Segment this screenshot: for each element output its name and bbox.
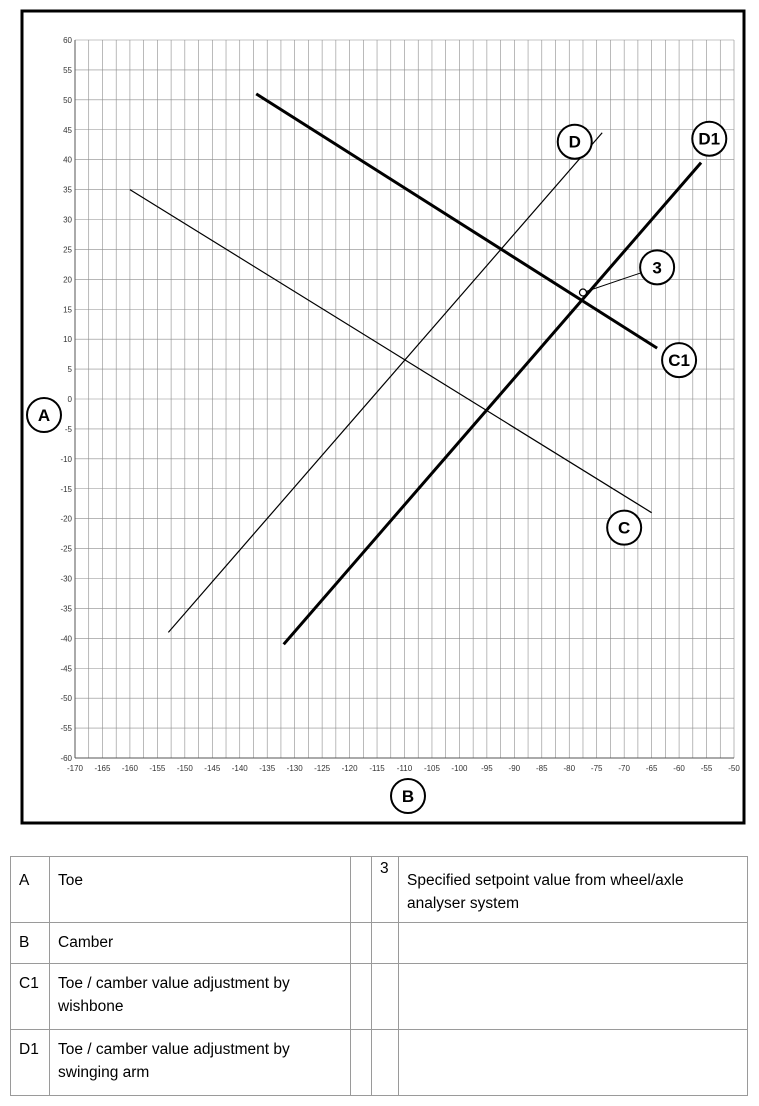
x-tick-label: -165 xyxy=(94,764,111,773)
legend-description: Specified setpoint value from wheel/axle analyser system xyxy=(399,857,748,923)
legend-key: 3 xyxy=(372,857,399,923)
x-tick-label: -140 xyxy=(231,764,248,773)
legend-row xyxy=(11,923,748,964)
y-tick-label: 15 xyxy=(63,305,72,315)
legend-table xyxy=(10,856,748,1096)
y-tick-label: -60 xyxy=(60,754,72,763)
y-tick-label: 20 xyxy=(63,275,72,285)
x-tick-label: -75 xyxy=(590,764,603,773)
x-tick-label: -50 xyxy=(728,764,740,773)
axis-callout-b-text: B xyxy=(401,787,415,806)
chart-frame-border xyxy=(22,11,744,823)
callout-d1-text: D1 xyxy=(698,129,721,149)
legend-row xyxy=(11,857,748,923)
x-tick-label: -110 xyxy=(396,764,413,773)
x-tick-label: -80 xyxy=(563,764,576,773)
x-tick-label: -160 xyxy=(121,764,138,773)
y-tick-label: -55 xyxy=(60,724,72,734)
x-tick-label: -100 xyxy=(451,764,468,773)
y-tick-label: 25 xyxy=(63,245,72,255)
y-tick-label: 60 xyxy=(63,36,72,45)
legend-description xyxy=(399,1030,748,1096)
legend-spacer-cell xyxy=(351,923,372,964)
x-tick-label: -55 xyxy=(700,764,713,773)
y-tick-label: -50 xyxy=(60,694,72,704)
y-tick-label: 5 xyxy=(67,365,72,375)
x-tick-label: -90 xyxy=(508,764,521,773)
x-tick-label: -155 xyxy=(149,764,166,773)
x-tick-label: -65 xyxy=(645,764,658,773)
x-tick-label: -125 xyxy=(314,764,331,773)
y-tick-label: 40 xyxy=(63,155,72,165)
legend-spacer-cell xyxy=(351,1030,372,1096)
x-tick-label: -135 xyxy=(259,764,276,773)
y-tick-label: 30 xyxy=(63,215,72,225)
legend-description: Toe / camber value adjustment by wishbone xyxy=(50,964,351,1030)
annotation-point-marker xyxy=(579,289,586,296)
legend-key: A xyxy=(11,857,50,923)
legend-key: B xyxy=(11,923,50,964)
legend-description xyxy=(399,964,748,1030)
x-tick-label: -150 xyxy=(176,764,193,773)
legend-key: C1 xyxy=(11,964,50,1030)
x-tick-label: -145 xyxy=(204,764,221,773)
y-tick-label: 55 xyxy=(63,65,72,75)
y-tick-label: 45 xyxy=(63,125,72,135)
y-tick-label: 10 xyxy=(63,335,72,345)
y-tick-label: -25 xyxy=(60,544,72,554)
y-tick-label: -20 xyxy=(60,514,72,524)
legend-row xyxy=(11,1030,748,1096)
x-tick-label: -85 xyxy=(536,764,548,773)
callout-c-text: C xyxy=(618,518,631,538)
y-tick-label: -40 xyxy=(60,634,72,644)
x-tick-label: -120 xyxy=(341,764,358,773)
x-tick-label: -170 xyxy=(66,764,84,773)
y-tick-label: 0 xyxy=(67,395,72,404)
legend-spacer-cell xyxy=(351,857,372,923)
x-tick-label: -115 xyxy=(369,764,385,773)
series-line-d1 xyxy=(284,163,701,645)
legend-key xyxy=(372,964,399,1030)
y-tick-label: -5 xyxy=(64,424,72,434)
legend-description: Camber xyxy=(50,923,351,964)
y-tick-label: -10 xyxy=(60,454,72,464)
legend-description: Toe / camber value adjustment by swinging arm xyxy=(50,1030,351,1096)
x-tick-label: -95 xyxy=(481,764,493,773)
y-tick-label: -45 xyxy=(60,664,72,674)
legend-description xyxy=(399,923,748,964)
y-tick-label: -15 xyxy=(60,484,72,494)
axis-callout-a-text: A xyxy=(37,406,51,425)
x-tick-label: -130 xyxy=(286,764,303,773)
y-tick-label: 35 xyxy=(63,185,72,195)
callout-d-text: D xyxy=(568,132,581,152)
legend-description: Toe xyxy=(50,857,351,923)
x-tick-label: -60 xyxy=(673,764,685,773)
y-tick-label: -30 xyxy=(60,574,72,584)
y-tick-label: 50 xyxy=(63,95,72,105)
legend-key: D1 xyxy=(11,1030,50,1096)
x-tick-label: -105 xyxy=(423,764,440,773)
callout-c1-text: C1 xyxy=(668,351,690,371)
legend-key xyxy=(372,1030,399,1096)
x-tick-label: -70 xyxy=(618,764,630,773)
series-line-d xyxy=(168,133,602,633)
legend-key xyxy=(372,923,399,964)
y-tick-label: -35 xyxy=(60,604,72,614)
legend-spacer-cell xyxy=(351,964,372,1030)
callout-3-text: 3 xyxy=(652,258,662,278)
legend-row xyxy=(11,964,748,1030)
